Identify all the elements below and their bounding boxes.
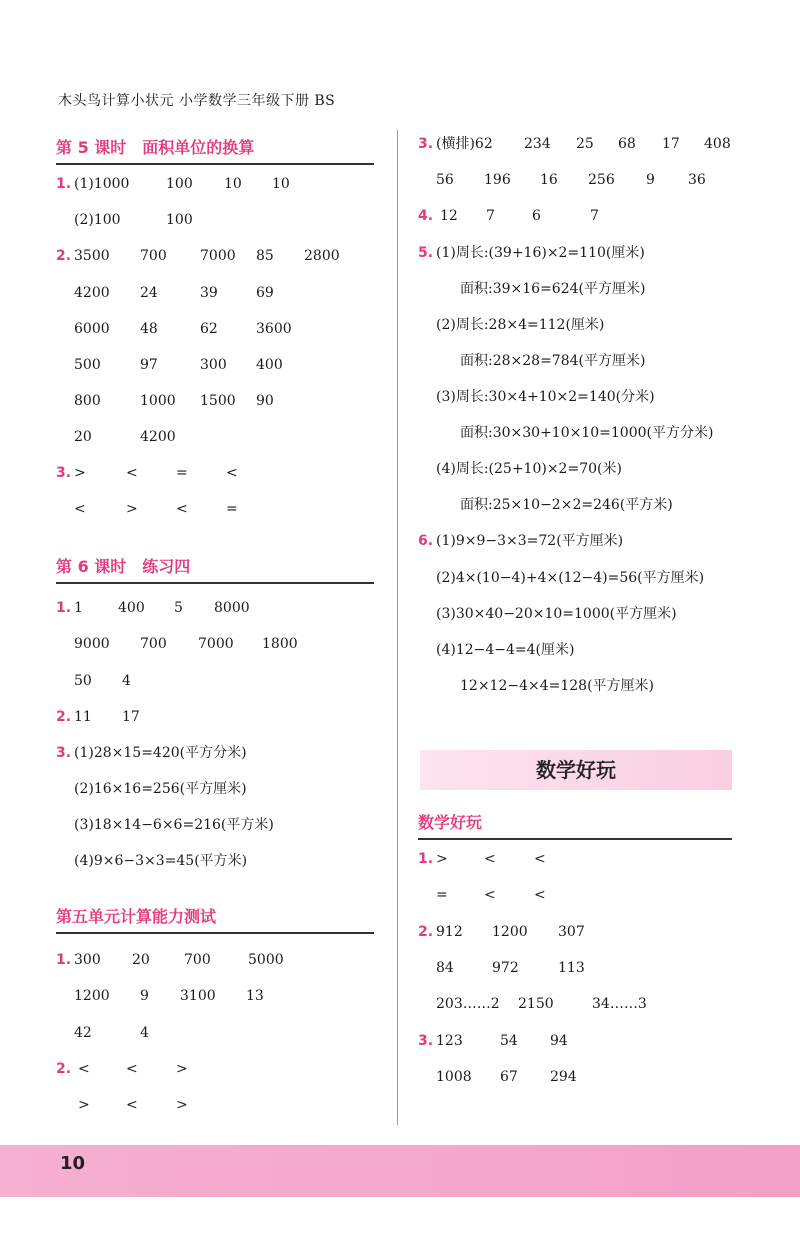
footer-band [0,1145,800,1197]
section-title: 数学好玩 [418,810,732,840]
section-title: 第 6 课时 练习四 [56,554,374,584]
section-fun-math [418,810,748,840]
section-title: 第 5 课时 面积单位的换算 [56,135,374,165]
section-lesson-5 [56,135,374,165]
section-title: 第五单元计算能力测试 [56,904,374,934]
section-unit-5-test [56,904,374,934]
page-header: 木头鸟计算小状元 小学数学三年级下册 BS [58,93,336,109]
column-divider [397,130,398,1125]
section-banner: 数学好玩 [420,750,732,790]
page-number: 10 [60,1153,86,1174]
section-lesson-6 [56,554,374,584]
